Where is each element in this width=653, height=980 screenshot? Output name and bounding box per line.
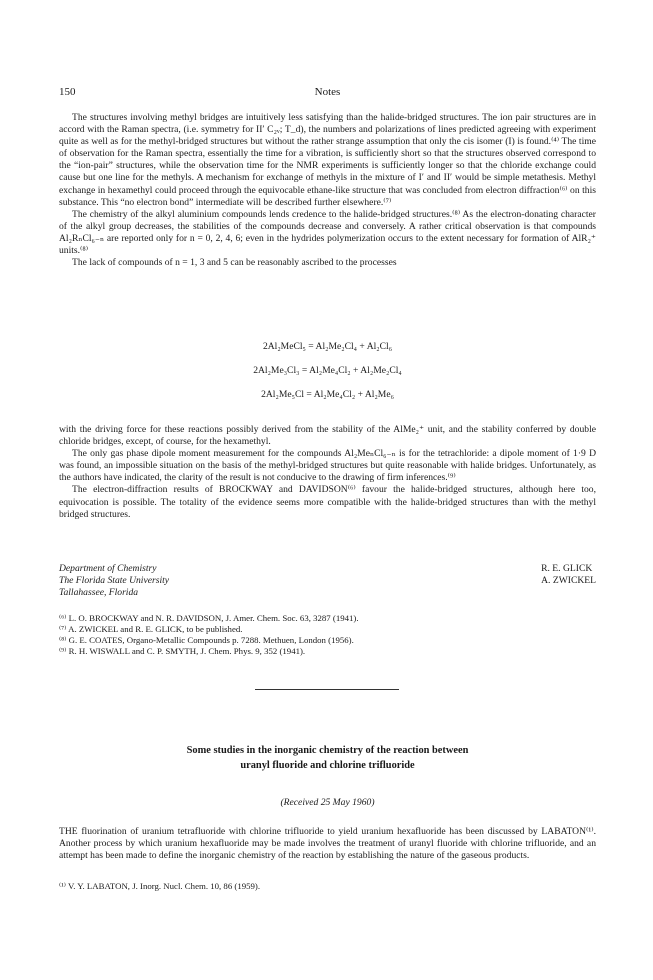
authors xyxy=(541,563,596,587)
notes-body-part2 xyxy=(59,424,596,521)
reference-item: ⁽⁷⁾ A. ZWICKEL and R. E. GLICK, to be published. xyxy=(59,624,243,634)
received-date: (Received 25 May 1960) xyxy=(280,797,375,808)
author-name: A. ZWICKEL xyxy=(541,575,596,586)
affiliation xyxy=(59,563,169,599)
article-title-line: Some studies in the inorganic chemistry of the reaction between xyxy=(186,745,469,756)
affiliation-line: Tallahassee, Florida xyxy=(59,587,139,598)
paragraph: THE fluorination of uranium tetrafluoride with chlorine trifluoride to yield uranium hexafluoride has been discussed by LABATON⁽¹⁾. Another process by which uranium hexafluoride may be made involves the treatment of uranyl fluoride with chlorine trifluoride, and an attempt has been made to define the inorganic chemistry of the reaction by establishing the nature of the gaseous products. xyxy=(59,826,596,862)
reference-item: ⁽¹⁾ V. Y. LABATON, J. Inorg. Nucl. Chem. 10, 86 (1959). xyxy=(59,881,261,891)
equation: 2Al₂Me₃Cl₃ = Al₂Me₄Cl₂ + Al₂Me₂Cl₄ xyxy=(253,365,402,376)
equation-block xyxy=(59,341,596,401)
paragraph: The only gas phase dipole moment measurement for the compounds Al₂MeₙCl₆₋ₙ is for the tetrachloride: a dipole moment of 1·9 D was found, an impossible situation on the basis of the methyl-bridged structures but quite reasonable with halide bridges. Unfortunately, as the authors have indicated, the clarity of the result is not conducive to the drawing of firm inferences.⁽⁹⁾ xyxy=(59,448,596,484)
author-name: R. E. GLICK xyxy=(541,563,593,574)
reference-item: ⁽⁹⁾ R. H. WISWALL and C. P. SMYTH, J. Chem. Phys. 9, 352 (1941). xyxy=(59,646,306,656)
equation: 2Al₂Me₅Cl = Al₂Me₄Cl₂ + Al₂Me₆ xyxy=(261,389,394,400)
paragraph: with the driving force for these reactions possibly derived from the stability of the AlMe₂⁺ unit, and the stability conferred by double chloride bridges, except, of course, for the hexamethyl. xyxy=(59,424,596,448)
paragraph: The structures involving methyl bridges are intuitively less satisfying than the halide-bridged structures. The ion pair structures are in accord with the Raman spectra, (i.e. symmetry for II′ C₂ᵥ; T_d), the numbers and polarizations of lines predicted agreeing with experiment quite as well as for the methyl-bridged structures but without the rather strange assumption that only the cis isomer (I) is found.⁽⁴⁾ The time of observation for the Raman spectra, essentially the time for a vibration, is sufficiently short so that the structures observed correspond to the “ion-pair” structures, while the observation time for the NMR experiments is sufficiently longer so that the chloride exchange could cause but one line for the methyls. A mechanism for exchange of methyls in the mixture of I′ and II′ would be simple metathesis. Methyl exchange in hexamethyl could proceed through the equivocable ethane-like structure that was concluded from electron diffraction⁽⁶⁾ on this substance. This “no electron bond” intermediate will be described further elsewhere.⁽⁷⁾ xyxy=(59,112,596,208)
references xyxy=(59,613,596,657)
page-header xyxy=(59,86,596,100)
paragraph: The lack of compounds of n = 1, 3 and 5 can be reasonably ascribed to the processes xyxy=(72,257,397,269)
paragraph: The electron-diffraction results of BROCKWAY and DAVIDSON⁽⁶⁾ favour the halide-bridged structures, although here too, equivocation is possible. The totality of the evidence seems more compatible with the halide-bridged structures than with the methyl bridged structures. xyxy=(59,484,596,520)
affiliation-line: Department of Chemistry xyxy=(59,563,157,574)
article-title-line: uranyl fluoride and chlorine trifluoride xyxy=(240,760,415,771)
article-reference xyxy=(59,881,596,892)
paragraph: The chemistry of the alkyl aluminium compounds lends credence to the halide-bridged structures.⁽⁸⁾ As the electron-donating character of the alkyl group decreases, the stabilities of the compounds decrease and conversely. A rather critical observation is that compounds Al₂RₙCl₆₋ₙ are reported only for n = 0, 2, 4, 6; even in the hydrides polymerization occurs to the extent necessary for formation of AlR₂⁺ units.⁽⁸⁾ xyxy=(59,208,596,257)
affiliation-line: The Florida State University xyxy=(59,575,170,586)
signature-block xyxy=(59,563,596,599)
article-body xyxy=(59,826,596,862)
section-divider xyxy=(255,689,399,690)
equation: 2Al₂MeCl₅ = Al₂Me₂Cl₄ + Al₂Cl₆ xyxy=(262,341,393,352)
page-number: 150 xyxy=(59,86,76,98)
reference-item: ⁽⁶⁾ L. O. BROCKWAY and N. R. DAVIDSON, J. Amer. Chem. Soc. 63, 3287 (1941). xyxy=(59,613,359,623)
notes-body-part1 xyxy=(59,112,596,269)
reference-item: ⁽⁸⁾ G. E. COATES, Organo-Metallic Compounds p. 7288. Methuen, London (1956). xyxy=(59,635,354,645)
running-title: Notes xyxy=(314,86,341,98)
article-title xyxy=(59,743,596,773)
